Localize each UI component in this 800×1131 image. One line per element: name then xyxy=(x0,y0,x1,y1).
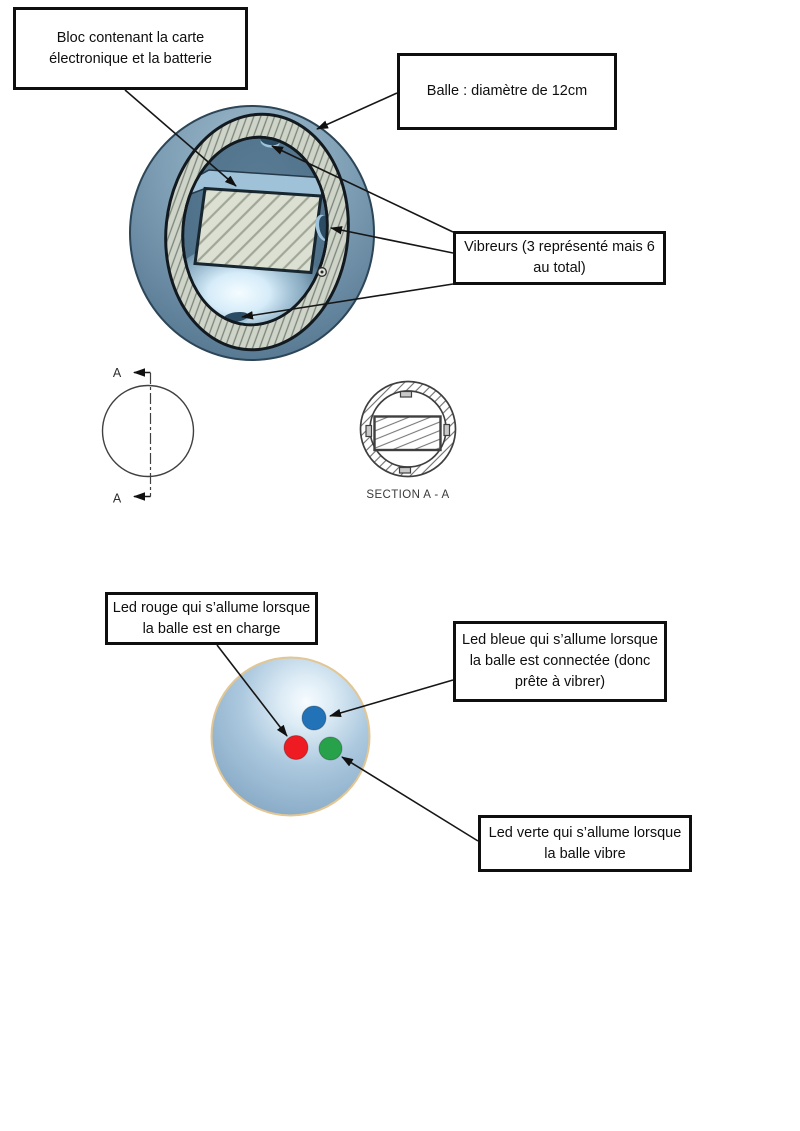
electronics-block xyxy=(195,189,321,273)
label-bloc-electronique xyxy=(13,7,248,90)
section-electronics-block xyxy=(375,417,441,451)
label-vibreurs xyxy=(453,231,666,285)
leader-arrow-balle xyxy=(317,93,397,129)
section-vibrator-left xyxy=(366,426,372,437)
label-line: électronique et la batterie xyxy=(49,50,212,67)
label-line: Bloc contenant la carte xyxy=(56,29,205,46)
label-line: la balle est en charge xyxy=(142,620,281,637)
label-balle-diametre xyxy=(397,53,617,130)
label-led-verte xyxy=(478,815,692,872)
label-line: Led bleue qui s’allume lorsque xyxy=(462,632,658,648)
label-line: Led rouge qui s’allume lorsque xyxy=(112,599,311,616)
label-led-rouge xyxy=(105,592,318,645)
label-line: Balle : diamètre de 12cm xyxy=(426,83,588,99)
led-ball-view xyxy=(212,658,370,816)
leader-arrow-led-verte xyxy=(342,757,478,841)
label-led-bleue xyxy=(453,621,667,702)
screw-detail xyxy=(318,268,327,277)
label-line: Vibreurs (3 représenté mais 6 xyxy=(464,239,655,255)
section-a-a-view xyxy=(361,382,456,502)
cut-marker-bottom: A xyxy=(112,491,122,506)
led-green-indicator xyxy=(319,737,342,760)
front-view-2d xyxy=(103,366,194,506)
label-line: prête à vibrer) xyxy=(514,674,606,690)
section-vibrator-right xyxy=(444,425,450,436)
led-red-indicator xyxy=(284,736,308,760)
section-vibrator-top xyxy=(401,392,412,398)
label-line: la balle vibre xyxy=(544,845,626,862)
ball-cutaway-3d-view xyxy=(130,105,374,360)
label-line: la balle est connectée (donc xyxy=(469,653,651,669)
label-line: Led verte qui s’allume lorsque xyxy=(488,824,682,841)
section-label: SECTION A - A xyxy=(366,489,450,501)
led-blue-indicator xyxy=(302,706,326,730)
label-line: au total) xyxy=(533,260,586,276)
cut-marker-top: A xyxy=(112,366,122,380)
section-vibrator-bottom xyxy=(400,468,411,474)
